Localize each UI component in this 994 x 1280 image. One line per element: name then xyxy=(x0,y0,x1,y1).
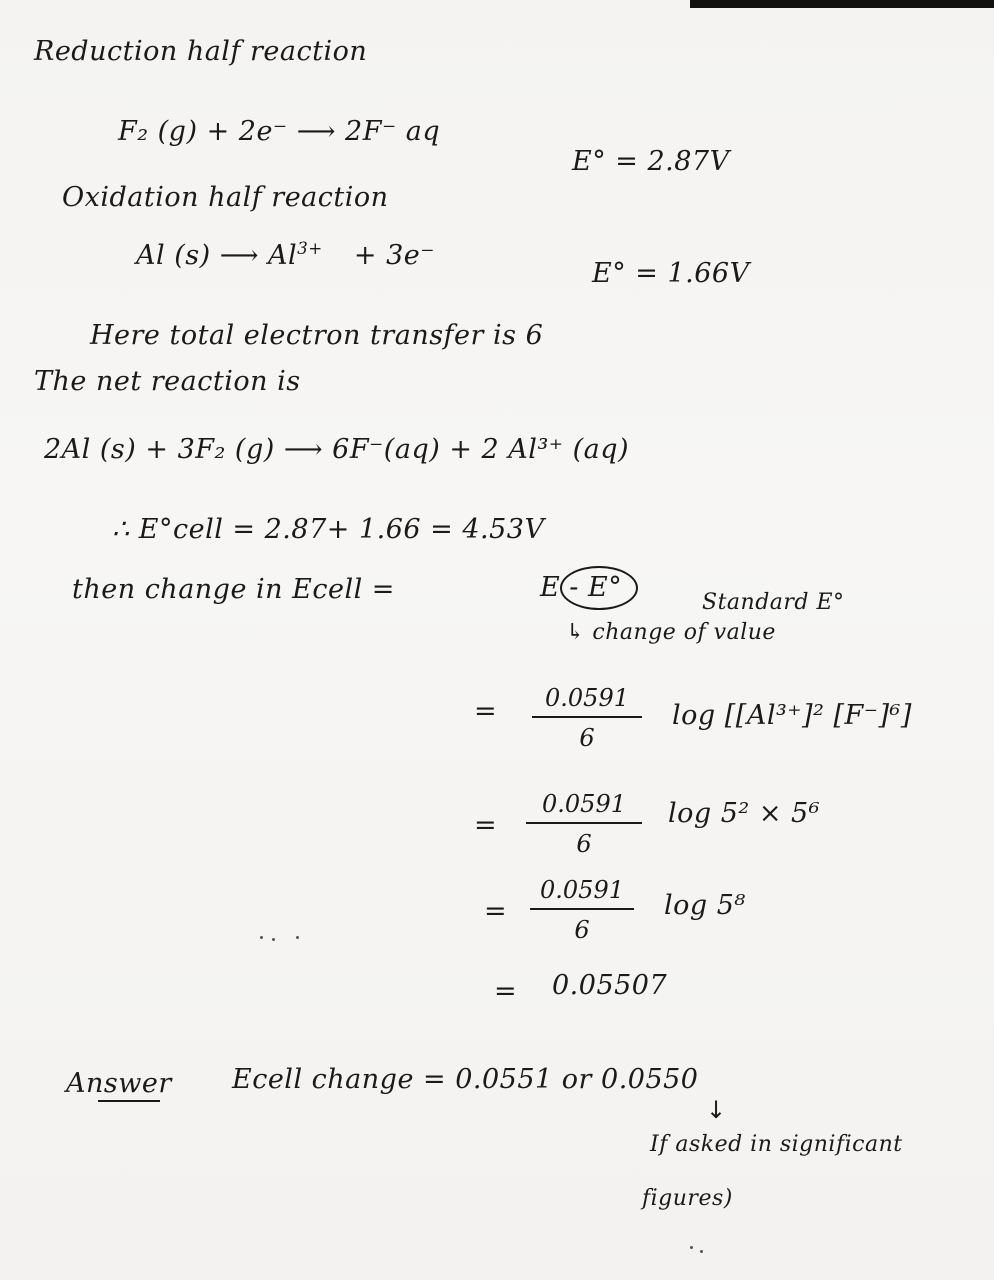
eq4-equals: = xyxy=(494,976,518,1007)
eq2-equals: = xyxy=(474,810,498,841)
change-of-value-note: ↳ change of value xyxy=(566,620,776,645)
change-expression: E - E° xyxy=(540,572,623,603)
answer-text: Ecell change = 0.0551 or 0.0550 xyxy=(232,1064,699,1095)
electron-transfer-note: Here total electron transfer is 6 xyxy=(90,320,544,351)
stray-dot xyxy=(260,936,263,939)
standard-e-note: Standard E° xyxy=(702,590,845,615)
figures-note-line1: If asked in significant xyxy=(650,1132,903,1157)
stray-dot xyxy=(700,1250,703,1253)
eq1-numerator: 0.0591 xyxy=(545,684,629,712)
eq1-fraction xyxy=(532,684,642,752)
eq3-denominator: 6 xyxy=(574,916,590,944)
eq3-fraction xyxy=(530,876,634,944)
stray-dot xyxy=(296,936,299,939)
answer-underline xyxy=(98,1100,160,1102)
eq3-numerator: 0.0591 xyxy=(540,876,624,904)
oxidation-eq-left: Al (s) ⟶ Al xyxy=(136,240,298,271)
net-reaction-equation: 2Al (s) + 3F₂ (g) ⟶ 6F⁻(aq) + 2 Al³⁺ (aq) xyxy=(44,434,630,465)
down-arrow-icon: ↓ xyxy=(706,1096,727,1124)
oxidation-potential: E° = 1.66V xyxy=(592,258,750,289)
oxidation-eq-right: + 3e⁻ xyxy=(353,240,436,271)
oxidation-equation xyxy=(136,240,435,269)
eq2-log-term: log 5² × 5⁶ xyxy=(668,798,821,829)
reduction-equation: F₂ (g) + 2e⁻ ⟶ 2F⁻ aq xyxy=(118,116,441,147)
eq1-equals: = xyxy=(474,696,498,727)
reduction-potential: E° = 2.87V xyxy=(572,146,730,177)
eq4-result: 0.05507 xyxy=(552,970,668,1001)
eq1-denominator: 6 xyxy=(579,724,595,752)
photo-edge-shadow xyxy=(690,0,994,8)
answer-label: Answer xyxy=(66,1068,172,1099)
eq1-log-term: log [[Al³⁺]² [F⁻]⁶] xyxy=(672,700,912,731)
eq2-denominator: 6 xyxy=(576,830,592,858)
stray-dot xyxy=(690,1246,693,1249)
net-reaction-heading: The net reaction is xyxy=(34,366,301,397)
change-in-ecell-label: then change in Ecell = xyxy=(72,574,395,605)
eq2-numerator: 0.0591 xyxy=(542,790,626,818)
eq3-log-term: log 5⁸ xyxy=(664,890,746,921)
reduction-heading: Reduction half reaction xyxy=(34,36,368,67)
stray-dot xyxy=(272,938,275,941)
oxidation-eq-charge: 3+ xyxy=(297,238,323,258)
oxidation-heading: Oxidation half reaction xyxy=(62,182,389,213)
eq3-equals: = xyxy=(484,896,508,927)
figures-note-line2: figures) xyxy=(642,1186,733,1211)
ecell-calculation: ∴ E°cell = 2.87+ 1.66 = 4.53V xyxy=(112,514,545,545)
eq2-fraction xyxy=(526,790,642,858)
